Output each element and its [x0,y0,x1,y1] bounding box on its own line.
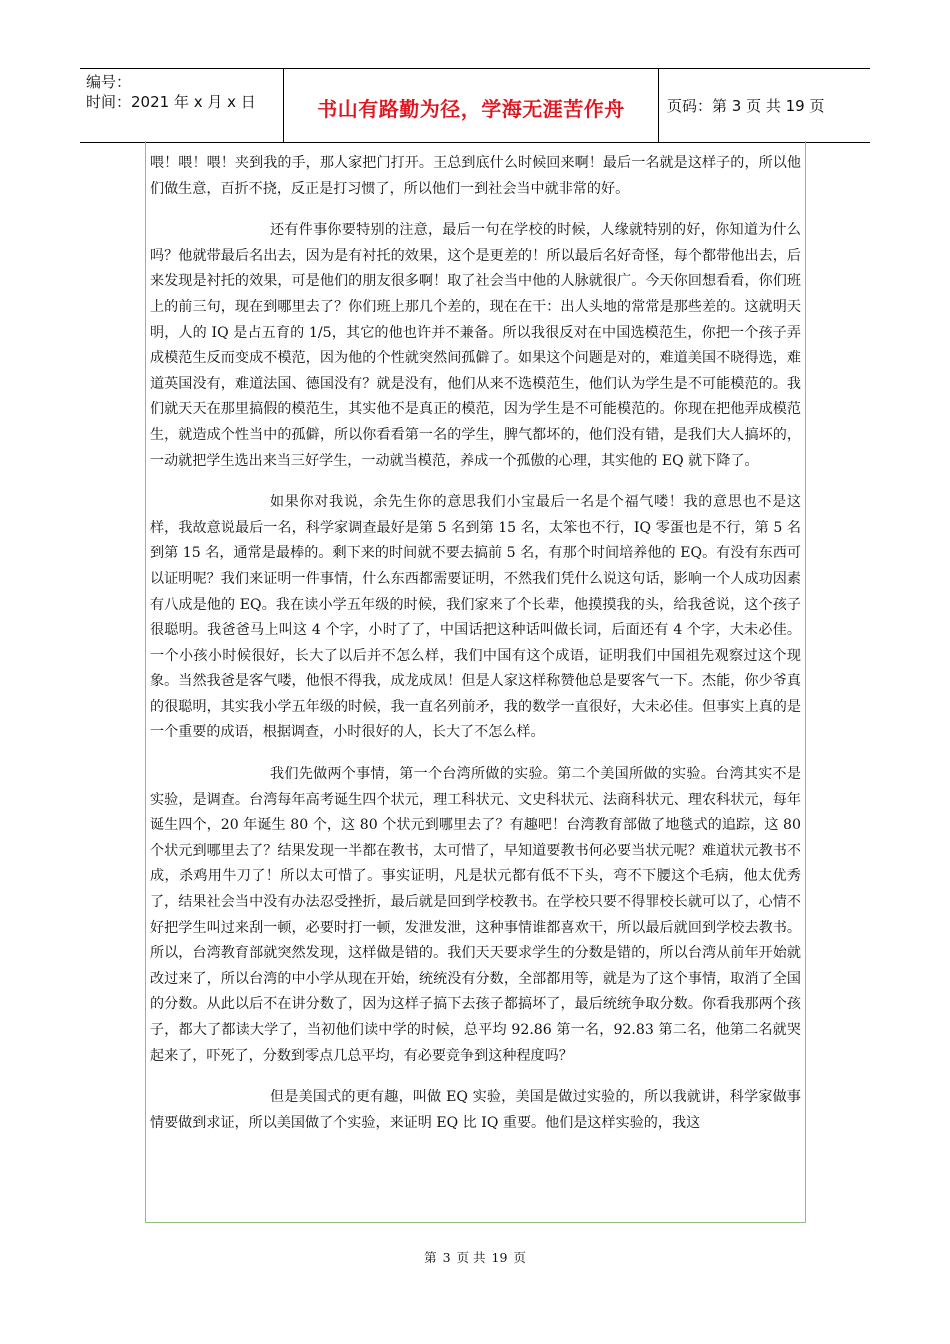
header-table [80,68,870,143]
document-body [150,151,801,1136]
page-footer [0,1248,950,1266]
document-number-label: 编号： [86,73,132,91]
header-motto: 书山有路勤为径，学海无涯苦作舟 [317,97,625,121]
footer-suffix: 页 [513,1250,526,1265]
footer-page-number: 3 [442,1250,451,1265]
header-page-number: 页码：第 3 页 共 19 页 [667,97,825,115]
document-date-label: 时间：2021 年 x 月 x 日 [86,93,256,111]
paragraph-5: 但是美国式的更有趣，叫做 EQ 实验，美国是做过实验的，所以我就讲，科学家做事情要做到求证，所以美国做了个实验，来证明 EQ 比 IQ 重要。他们是这样实验的，我这 [150,1089,801,1131]
paragraph-1: 喂！喂！喂！夹到我的手，那人家把门打开。王总到底什么时候回来啊！最后一名就是这样子的，所以他们做生意，百折不挠，反正是打习惯了，所以他们一到社会当中就非常的好。 [150,155,801,197]
footer-prefix: 第 [424,1250,437,1265]
footer-total-pages: 19 [491,1250,508,1265]
paragraph-3: 如果你对我说，余先生你的意思我们小宝最后一名是个福气喽！我的意思也不是这样，我故意说最后一名，科学家调查最好是第 5 名到第 15 名，太笨也不行，IQ 零蛋也是不行，第 5 名到第 15 名，通常是最棒的。剩下来的时间就不要去搞前 5 名，有那个时间培养他的 EQ。有没有东西可以证明呢？我们来证明一件事情，什么东西都需要证明，不然我们凭什么说这句话，影响一个人成功因素有八成是他的 EQ。我在读小学五年级的时候，我们家来了个长辈，他摸摸我的头，给我爸说，这个孩子很聪明。我爸爸马上叫这 4 个字，小时了了，中国话把这种话叫做长词，后面还有 4 个字，大未必佳。一个小孩小时候很好，长大了以后并不怎么样，我们中国有这个成语，证明我们中国祖先观察过这个现象。当然我爸是客气喽，他恨不得我，成龙成凤！但是人家这样称赞他总是要客气一下。杰能，你少爷真的很聪明，其实我小学五年级的时候，我一直名列前矛，我的数学一直很好，大未必佳。但事实上真的是一个重要的成语，根据调查，小时很好的人，长大了不怎么样。 [150,494,801,741]
header-motto-cell [284,69,659,142]
header-page-cell [659,69,870,142]
paragraph-4: 我们先做两个事情，第一个台湾所做的实验。第二个美国所做的实验。台湾其实不是实验，是调查。台湾每年高考诞生四个状元，理工科状元、文史科状元、法商科状元、理农科状元，每年诞生四个，20 年诞生 80 个，这 80 个状元到哪里去了？有趣吧！台湾教育部做了地毯式的追踪，这 80 个状元到哪里去了？结果发现一半都在教书，太可惜了，早知道要教书何必要当状元呢？难道状元教书不成，杀鸡用牛刀了！所以太可惜了。事实证明，凡是状元都有低不下头，弯不下腰这个毛病，他太优秀了，结果社会当中没有办法忍受挫折，最后就是回到学校教书。在学校只要不得罪校长就可以了，心情不好把学生叫过来刮一顿，必要时打一顿，发泄发泄，这种事情谁都喜欢干，所以最后就回到学校去教书。所以，台湾教育部就突然发现，这样做是错的。我们天天要求学生的分数是错的，所以台湾从前年开始就改过来了，所以台湾的中小学从现在开始，统统没有分数，全部都用等，就是为了这个事情，取消了全国的分数。从此以后不在讲分数了，因为这样子搞下去孩子都搞坏了，最后统统争取分数。你看我那两个孩子，都大了都读大学了，当初他们读中学的时候，总平均 92.86 第一名，92.83 第二名，他第二名就哭起来了，吓死了，分数到零点几总平均，有必要竞争到这种程度吗？ [150,766,801,1064]
content-frame [145,141,806,1223]
header-meta-cell [80,69,284,142]
footer-middle: 页 共 [456,1250,486,1265]
paragraph-2: 还有件事你要特别的注意，最后一句在学校的时候，人缘就特别的好，你知道为什么吗？他就带最后名出去，因为是有衬托的效果，这个是更差的！所以最后名好奇怪，每个都带他出去，后来发现是衬托的效果，可是他们的朋友很多啊！取了社会当中他的人脉就很广。今天你回想看看，你们班上的前三句，现在到哪里去了？你们班上那几个差的，现在在干：出人头地的常常是那些差的。这就明天明，人的 IQ 是占五育的 1/5，其它的他也许并不兼备。所以我很反对在中国选模范生，你把一个孩子弄成模范生反而变成不模范，因为他的个性就突然间孤僻了。如果这个问题是对的，难道美国不晓得选，难道英国没有，难道法国、德国没有？就是没有，他们从来不选模范生，他们认为学生是不可能模范的。我们就天天在那里搞假的模范生，其实他不是真正的模范，因为学生是不可能模范的。你现在把他弄成模范生，就造成个性当中的孤僻，所以你看看第一名的学生，脾气都坏的，他们没有错，是我们大人搞坏的，一动就把学生选出来当三好学生，一动就当模范，养成一个孤傲的心理，其实他的 EQ 就下降了。 [150,222,801,469]
